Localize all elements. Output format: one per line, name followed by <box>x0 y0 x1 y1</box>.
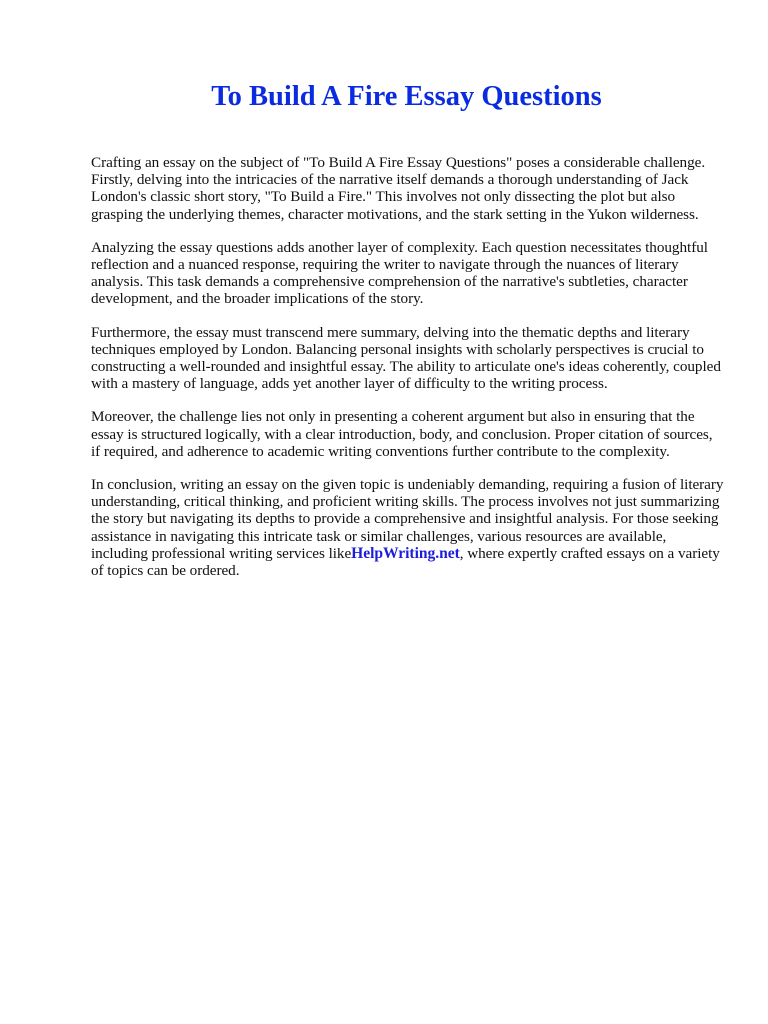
document-title: To Build A Fire Essay Questions <box>211 81 602 112</box>
conclusion-text-end: , where expertly crafted essays on a variety of topics can be ordered. <box>91 544 720 580</box>
paragraph-structure: Moreover, the challenge lies not only in presenting a coherent argument but also in ensuring that the essay is structured logically, with a clear introduction, body, and conclusion. Proper citation of sources, if required, and adherence to academic writing conventions further contribute to the complexity. <box>91 408 713 460</box>
helpwriting-link[interactable]: HelpWriting.net <box>351 544 460 562</box>
paragraph-analysis: Analyzing the essay questions adds another layer of complexity. Each question necessitates thoughtful reflection and a nuanced response, requiring the writer to navigate through the nuances of literary analysis. This task demands a comprehensive comprehension of the narrative's subtleties, character development, and the broader implications of the story. <box>91 238 708 308</box>
paragraph-conclusion <box>91 476 724 579</box>
conclusion-text: In conclusion, writing an essay on the given topic is undeniably demanding, requiring a fusion of literary understanding, critical thinking, and proficient writing skills. The process involves not just summarizing the story but navigating its depths to provide a comprehensive and insightful analysis. For those seeking assistance in navigating this intricate task or similar challenges, various resources are available, including professional writing services like <box>91 476 724 562</box>
paragraph-themes: Furthermore, the essay must transcend mere summary, delving into the thematic depths and literary techniques employed by London. Balancing personal insights with scholarly perspectives is crucial to constructing a well-rounded and insightful essay. The ability to articulate one's ideas coherently, coupled with a mastery of language, adds yet another layer of difficulty to the writing process. <box>91 323 721 393</box>
paragraph-intro: Crafting an essay on the subject of "To Build A Fire Essay Questions" poses a considerable challenge. Firstly, delving into the intricacies of the narrative itself demands a thorough understanding of Jack London's classic short story, "To Build a Fire." This involves not only dissecting the plot but also grasping the underlying themes, character motivations, and the stark setting in the Yukon wilderness. <box>91 154 706 223</box>
